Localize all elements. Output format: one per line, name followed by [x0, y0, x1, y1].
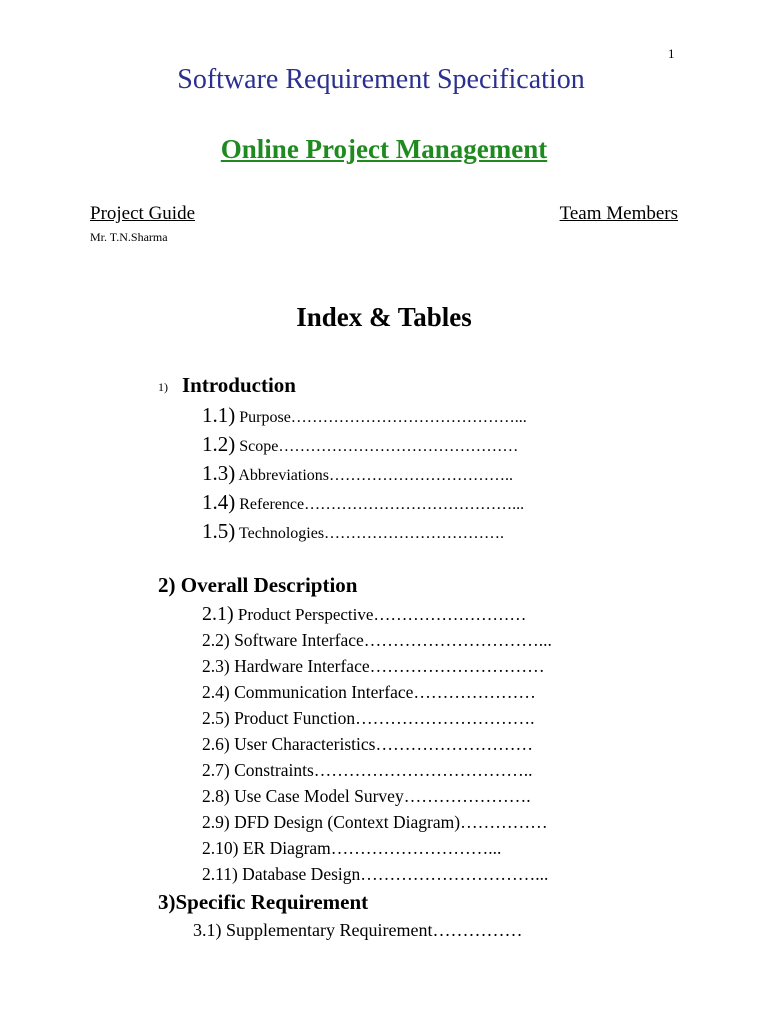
toc-item-2-2: 2.2) Software Interface…………………………... — [202, 630, 552, 650]
toc-item-number: 1.3) — [202, 461, 236, 485]
toc-item-2-1 — [202, 603, 526, 626]
toc-item-2-4: 2.4) Communication Interface………………… — [202, 682, 536, 702]
toc-item-1-2 — [202, 432, 518, 457]
team-members-label: Team Members — [559, 203, 678, 224]
page-number: 1 — [668, 46, 675, 61]
toc-item-2-11: 2.11) Database Design…………………………... — [202, 864, 549, 884]
project-guide-label: Project Guide — [90, 203, 196, 224]
toc-item-text: Scope……………………………………… — [239, 438, 519, 455]
toc-item-1-5 — [202, 519, 504, 544]
toc-item-text: Technologies……………………………. — [238, 525, 505, 542]
guide-name: Mr. T.N.Sharma — [90, 230, 168, 244]
toc-item-2-9: 2.9) DFD Design (Context Diagram)…………… — [202, 812, 548, 832]
project-title: Online Project Management — [220, 134, 548, 164]
section-2-heading: 2) Overall Description — [158, 573, 358, 597]
toc-item-number: 1.5) — [202, 519, 236, 543]
toc-item-1-1 — [202, 403, 527, 428]
toc-item-text: Purpose……………………………………... — [239, 409, 527, 426]
toc-item-3-1: 3.1) Supplementary Requirement…………… — [193, 920, 523, 940]
section-1-title: Introduction — [182, 373, 296, 397]
toc-item-2-10: 2.10) ER Diagram………………………... — [202, 838, 502, 858]
toc-item-1-3 — [202, 461, 513, 486]
toc-item-text: Product Perspective……………………… — [237, 605, 527, 624]
toc-item-2-5: 2.5) Product Function…………………………. — [202, 708, 535, 728]
toc-item-number: 1.2) — [202, 432, 236, 456]
document-title: Software Requirement Specification — [177, 64, 585, 95]
index-heading: Index & Tables — [296, 302, 472, 332]
toc-item-1-4 — [202, 490, 524, 515]
toc-item-text: Abbreviations…………………………….. — [238, 467, 514, 484]
toc-item-text: Reference…………………………………... — [239, 496, 525, 513]
toc-item-2-8: 2.8) Use Case Model Survey…………………. — [202, 786, 531, 806]
section-3-heading: 3)Specific Requirement — [158, 890, 369, 914]
toc-item-2-7: 2.7) Constraints……………………………….. — [202, 760, 533, 780]
toc-item-number: 1.1) — [202, 403, 236, 427]
section-1-number: 1) — [158, 380, 168, 394]
toc-item-2-6: 2.6) User Characteristics……………………… — [202, 734, 533, 754]
toc-item-number: 1.4) — [202, 490, 236, 514]
section-1-heading — [158, 373, 296, 398]
toc-item-2-3: 2.3) Hardware Interface………………………… — [202, 656, 545, 676]
toc-item-number: 2.1) — [202, 603, 234, 625]
